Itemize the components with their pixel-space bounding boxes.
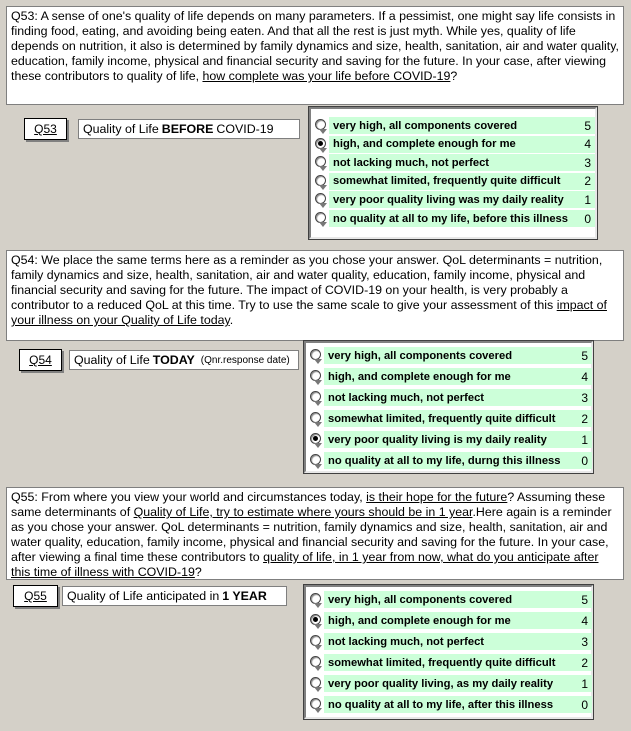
drop-arrow-icon: [314, 645, 322, 650]
option-label: very high, all components covered: [333, 119, 518, 132]
option-label: high, and complete enough for me: [328, 614, 511, 627]
option-label: somewhat limited, frequently quite difficult: [328, 412, 556, 425]
option-value: 2: [581, 411, 588, 426]
q55-option-5[interactable]: [310, 591, 596, 610]
drop-arrow-icon: [319, 185, 327, 190]
option-value: 3: [581, 390, 588, 405]
option-bar[interactable]: [324, 452, 592, 469]
q53-option-2[interactable]: [315, 173, 599, 192]
option-bar[interactable]: [324, 431, 592, 448]
drop-arrow-icon: [314, 603, 322, 608]
option-bar[interactable]: [329, 210, 595, 227]
q53-option-1[interactable]: [315, 191, 599, 210]
q53-option-0[interactable]: [315, 210, 599, 229]
option-bar[interactable]: [324, 633, 592, 650]
option-label: very poor quality living was my daily reality: [333, 193, 564, 206]
option-value: 0: [584, 211, 591, 226]
q55-option-2[interactable]: [310, 654, 596, 673]
option-label: not lacking much, not perfect: [328, 635, 485, 648]
option-bar[interactable]: [329, 191, 595, 208]
q55-option-4[interactable]: [310, 612, 596, 631]
drop-arrow-icon: [314, 687, 322, 692]
option-bar[interactable]: [324, 389, 592, 406]
option-label: very high, all components covered: [328, 593, 513, 606]
option-bar[interactable]: [329, 136, 595, 153]
option-label: no quality at all to my life, durng this illness: [328, 454, 561, 467]
drop-arrow-icon: [314, 464, 322, 469]
option-value: 4: [581, 613, 588, 628]
option-bar[interactable]: [324, 368, 592, 385]
drop-arrow-icon: [314, 624, 322, 629]
option-bar[interactable]: [329, 154, 595, 171]
option-label: somewhat limited, frequently quite difficult: [328, 656, 556, 669]
q55-option-3[interactable]: [310, 633, 596, 652]
drop-arrow-icon: [314, 401, 322, 406]
option-bar[interactable]: [329, 117, 595, 134]
drop-arrow-icon: [319, 222, 327, 227]
q54-option-2[interactable]: [310, 410, 596, 429]
q53-option-4[interactable]: [315, 136, 599, 155]
option-label: very poor quality living, as my daily reality: [328, 677, 554, 690]
drop-arrow-icon: [319, 148, 327, 153]
q55-number[interactable]: Q55: [13, 585, 58, 607]
option-value: 5: [581, 348, 588, 363]
option-label: not lacking much, not perfect: [328, 391, 485, 404]
q54-number[interactable]: Q54: [19, 349, 62, 371]
option-value: 3: [581, 634, 588, 649]
drop-arrow-icon: [314, 380, 322, 385]
option-label: high, and complete enough for me: [328, 370, 511, 383]
option-value: 0: [581, 453, 588, 468]
option-label: very high, all components covered: [328, 349, 513, 362]
option-value: 4: [581, 369, 588, 384]
q53-option-3[interactable]: [315, 154, 599, 173]
option-value: 1: [581, 676, 588, 691]
option-label: no quality at all to my life, after this illness: [328, 698, 554, 711]
q54-option-group[interactable]: [304, 341, 593, 473]
drop-arrow-icon: [314, 708, 322, 713]
q53-question-text: Q53: A sense of one's quality of life depends on many parameters. If a pessimist, one might say life consists in finding food, eating, and avoiding being eaten. And that all the rest is just myth. While yes, quality of life depends on nutrition, it also is determined by family dynamics and size, health, sanitation, air and water quality, education, family income, physical and financial security and saving for the future. In your case, after viewing these contributors to quality of life, how complete was your life before COVID-19?: [6, 6, 624, 105]
option-bar[interactable]: [324, 675, 592, 692]
q55-question-text: Q55: From where you view your world and circumstances today, is their hope for the future? Assuming these same determinants of Quality of Life, try to estimate where yours should be in 1 year.Here again is a reminder as you chose your answer. QoL determinants = nutrition, family dynamics and size, health, sanitation, air and water quality, education, family income, physical and financial security and saving for the future. In your case, after viewing a final time these contributors to quality of life, in 1 year from now, what do you anticipate after this time of illness with COVID-19?: [6, 487, 624, 580]
option-value: 2: [584, 174, 591, 189]
q54-option-0[interactable]: [310, 452, 596, 471]
option-bar[interactable]: [324, 654, 592, 671]
drop-arrow-icon: [314, 359, 322, 364]
option-value: 2: [581, 655, 588, 670]
option-bar[interactable]: [324, 591, 592, 608]
drop-arrow-icon: [314, 443, 322, 448]
q53-option-group[interactable]: [309, 107, 597, 239]
option-value: 1: [584, 192, 591, 207]
q55-option-0[interactable]: [310, 696, 596, 715]
option-bar[interactable]: [324, 696, 592, 713]
option-label: not lacking much, not perfect: [333, 156, 490, 169]
option-value: 3: [584, 155, 591, 170]
drop-arrow-icon: [319, 166, 327, 171]
option-value: 4: [584, 137, 591, 152]
q54-question-text: Q54: We place the same terms here as a reminder as you chose your answer. QoL determinants = nutrition, family dynamics and size, health, sanitation, air and water quality, education, family income, physical and financial security and saving for the future. The impact of COVID-19 on your health, is very probably a contributor to a reduced QoL at this time. Try to use the same scale to give your assessment of this impact of your illness on your Quality of Life today.: [6, 250, 624, 341]
drop-arrow-icon: [314, 666, 322, 671]
drop-arrow-icon: [314, 422, 322, 427]
q54-option-1[interactable]: [310, 431, 596, 450]
option-label: high, and complete enough for me: [333, 138, 516, 151]
q54-option-3[interactable]: [310, 389, 596, 408]
drop-arrow-icon: [319, 203, 327, 208]
option-label: somewhat limited, frequently quite difficult: [333, 175, 561, 188]
option-bar[interactable]: [324, 612, 592, 629]
q55-option-1[interactable]: [310, 675, 596, 694]
option-value: 1: [581, 432, 588, 447]
q55-option-group[interactable]: [304, 585, 593, 719]
option-value: 0: [581, 697, 588, 712]
q53-option-5[interactable]: [315, 117, 599, 136]
q55-field-label: Quality of Life anticipated in 1 YEAR: [62, 586, 287, 606]
option-value: 5: [584, 118, 591, 133]
option-bar[interactable]: [324, 347, 592, 364]
option-label: very poor quality living is my daily reality: [328, 433, 547, 446]
drop-arrow-icon: [319, 129, 327, 134]
q54-option-4[interactable]: [310, 368, 596, 387]
option-label: no quality at all to my life, before this illness: [333, 212, 568, 225]
q53-number[interactable]: Q53: [24, 118, 67, 140]
q53-field-label: Quality of Life BEFORE COVID-19: [78, 119, 300, 139]
option-value: 5: [581, 592, 588, 607]
option-bar[interactable]: [324, 410, 592, 427]
q54-option-5[interactable]: [310, 347, 596, 366]
q54-field-label: Quality of Life TODAY (Qnr.response date): [69, 350, 299, 370]
option-bar[interactable]: [329, 173, 595, 190]
